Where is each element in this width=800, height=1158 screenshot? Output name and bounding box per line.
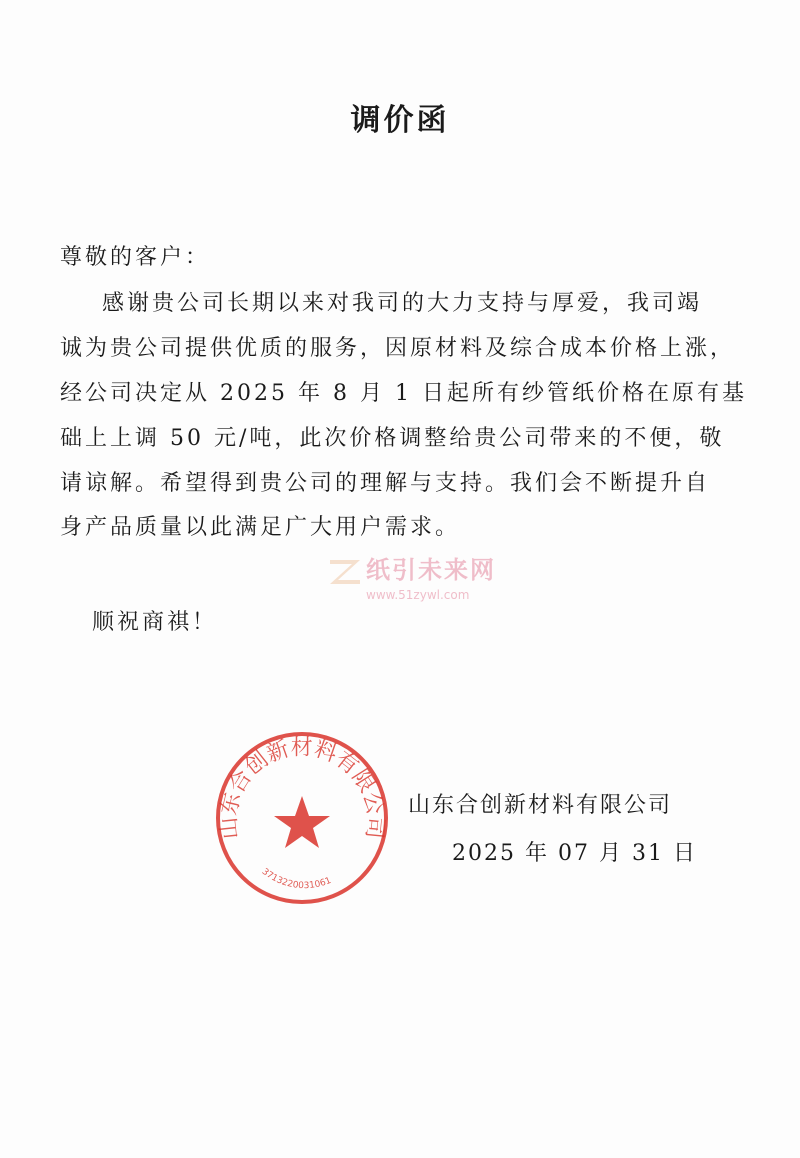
body-line: 感谢贵公司长期以来对我司的大力支持与厚爱，我司竭: [102, 291, 703, 316]
seal-number: 3713220031061: [259, 866, 333, 892]
seal-star-icon: [274, 796, 330, 848]
body-line: 诚为贵公司提供优质的服务，因原材料及综合成本价格上涨，: [60, 336, 736, 361]
svg-text:3713220031061: [260, 867, 333, 891]
body-line: 础上上调 50 元/吨，此次价格调整给贵公司带来的不便，敬: [60, 426, 725, 451]
watermark-logo-icon: [328, 556, 362, 590]
salutation: 尊敬的客户：: [60, 245, 211, 270]
watermark-url: www.51zywl.com: [366, 588, 470, 602]
letter-date: 2025 年 07 月 31 日: [452, 841, 697, 866]
watermark: [328, 556, 496, 602]
watermark-name: 纸引未来网: [366, 556, 496, 584]
company-seal: [212, 728, 392, 908]
body-line: 身产品质量以此满足广大用户需求。: [60, 515, 461, 540]
body-line: 请谅解。希望得到贵公司的理解与支持。我们会不断提升自: [60, 471, 711, 496]
closing: 顺祝商祺！: [92, 610, 218, 635]
document-title: 调价函: [350, 103, 450, 138]
seal-text: 山东合创新材料有限公司: [216, 735, 388, 841]
company-name: 山东合创新材料有限公司: [408, 793, 673, 818]
body-line: 经公司决定从 2025 年 8 月 1 日起所有纱管纸价格在原有基: [60, 381, 747, 406]
